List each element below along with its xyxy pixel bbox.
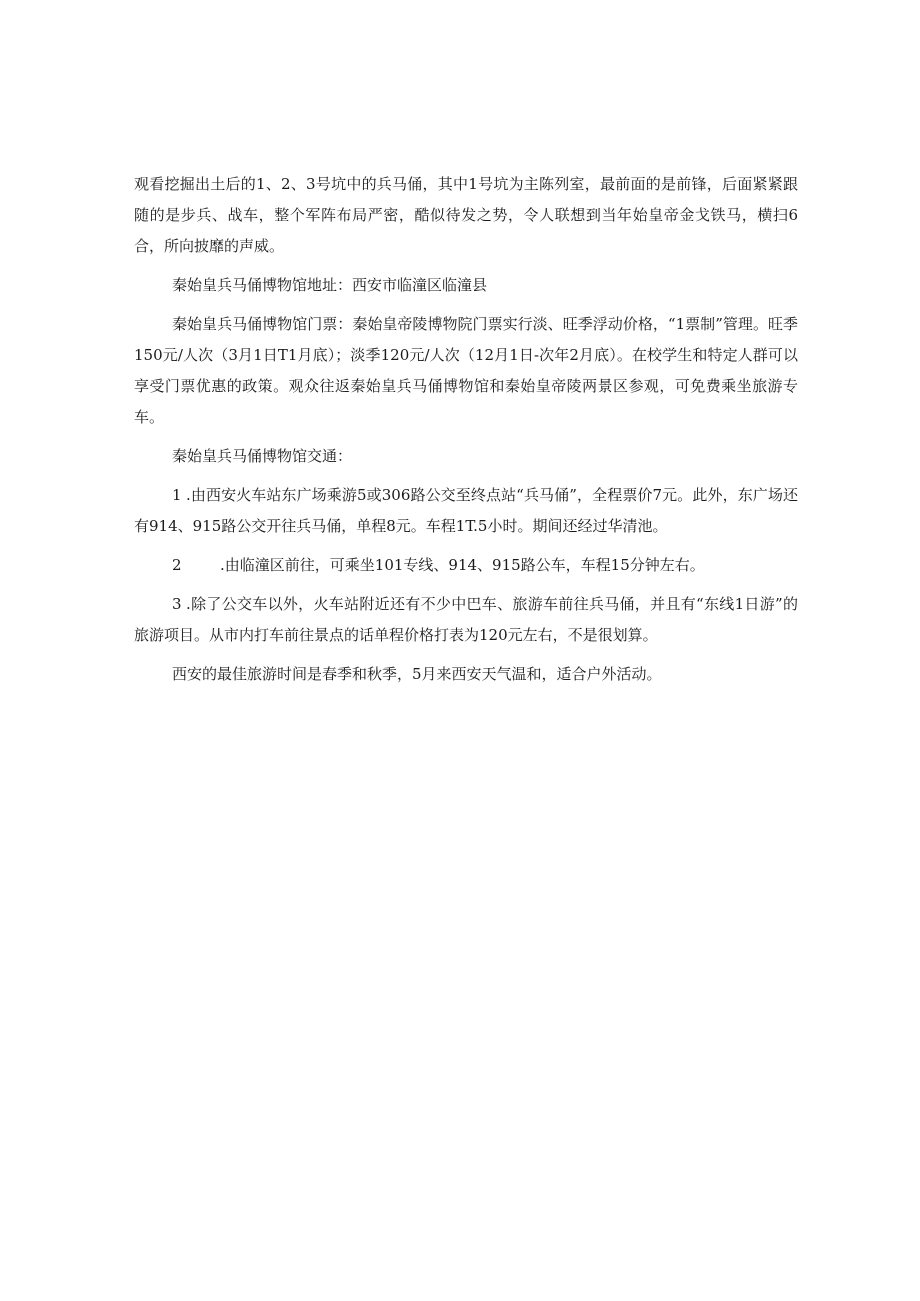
paragraph-best-time: 西安的最佳旅游时间是春季和秋季，5月来西安天气温和，适合户外活动。 [172, 665, 662, 683]
paragraph-excavation: 观看挖掘出土后的1、2、3号坑中的兵马俑，其中1号坑为主陈列室，最前面的是前锋，后面紧紧跟随的是步兵、战车，整个军阵布局严密，酷似待发之势，令人联想到当年始皇帝金戈铁马，横扫6合，所向披靡的声威。 [134, 175, 798, 255]
list-number-3: 3 [172, 595, 182, 613]
list-text-3: .除了公交车以外，火车站附近还有不少中巴车、旅游车前往兵马俑，并且有“东线1日游”的旅游项目。从市内打车前往景点的话单程价格打表为120元左右，不是很划算。 [134, 595, 798, 644]
paragraph-address: 秦始皇兵马俑博物馆地址：西安市临潼区临潼县 [172, 276, 488, 294]
list-text-2: .由临潼区前往，可乘坐101专线、914、915路公车，车程15分钟左右。 [220, 556, 705, 574]
list-item-1 [134, 480, 798, 542]
list-item-3 [134, 589, 798, 651]
list-item-2 [134, 550, 798, 581]
list-number-2: 2 [172, 556, 182, 574]
list-number-1: 1 [172, 486, 182, 504]
paragraph-transport-heading: 秦始皇兵马俑博物馆交通： [172, 447, 353, 465]
paragraph-tickets: 秦始皇兵马俑博物馆门票：秦始皇帝陵博物院门票实行淡、旺季浮动价格，“1票制”管理。旺季150元/人次（3月1日T1月底）；淡季120元/人次（12月1日-次年2月底）。在校学生和特定人群可以享受门票优惠的政策。观众往返秦始皇兵马俑博物馆和秦始皇帝陵两景区参观，可免费乘坐旅游专车。 [134, 315, 798, 426]
list-text-1: .由西安火车站东广场乘游5或306路公交至终点站“兵马俑”，全程票价7元。此外，东广场还有914、915路公交开往兵马俑，单程8元。车程1T.5小时。期间还经过华清池。 [134, 486, 798, 535]
document-body [134, 169, 798, 698]
